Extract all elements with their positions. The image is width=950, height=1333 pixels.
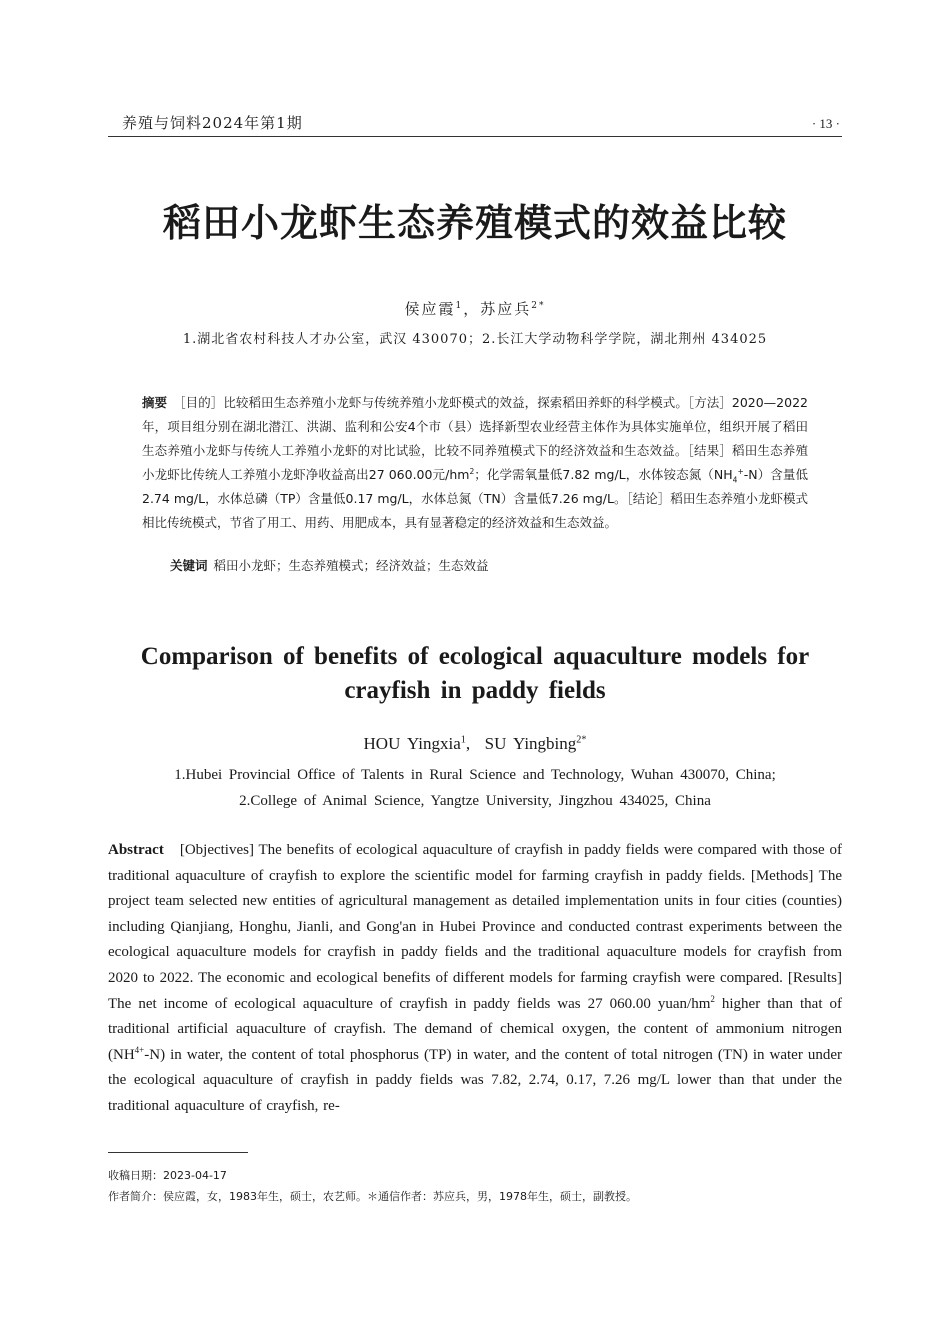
- chinese-keywords: [170, 554, 810, 578]
- abstract-text: ；化学需氧量低7.82 mg/L，水体铵态氮（NH: [474, 467, 733, 482]
- abstract-label: 摘要: [142, 395, 168, 410]
- english-title: Comparison of benefits of ecological aquaculture models for crayfish in paddy fields: [140, 643, 810, 704]
- author-name: SU Yingbing: [484, 734, 577, 753]
- author-bio: 作者简介：侯应霞，女，1983年生，硕士，农艺师。＊通信作者：苏应兵，男，1978年生，硕士，副教授。: [108, 1190, 637, 1203]
- running-header: [108, 108, 842, 137]
- author-name: 侯应霞: [404, 300, 456, 318]
- author-separator: ,: [465, 734, 485, 753]
- author-separator: ，: [463, 300, 481, 318]
- abstract-text: ［目的］比较稻田生态养殖小龙虾与传统养殖小龙虾模式的效益，探索稻田养虾的科学模式。［方法］2020—2022年，项目组分别在湖北潜江、洪湖、监利和公安4个市（县）选择新型农业经营主体作为具体实施单位，组织开展了稻田生态养殖小龙虾与传统人工养殖小龙虾的对比试验，比较不同养殖模式下的经济效益和生态效益。［结果］稻田生态养殖小龙虾比传统人工养殖小龙虾净收益高出27 060.00元/hm: [142, 395, 808, 482]
- author-name: 苏应兵: [480, 300, 532, 318]
- author-affiliation-mark: 1: [460, 734, 466, 746]
- journal-issue: 养殖与饲料2024年第1期: [122, 114, 303, 132]
- page-number: · 13 ·: [811, 116, 840, 131]
- affiliation-line: 2.College of Animal Science, Yangtze University, Jingzhou 434025, China: [239, 793, 711, 809]
- superscript: +: [737, 466, 744, 476]
- chinese-authors: [0, 298, 950, 319]
- english-abstract: [108, 838, 842, 1120]
- author-name: HOU Yingxia: [363, 734, 461, 753]
- abstract-label: Abstract: [108, 842, 164, 858]
- chinese-affiliations: 1.湖北省农村科技人才办公室，武汉 430070；2.长江大学动物科学学院，湖北荆州 434025: [182, 332, 768, 347]
- chinese-abstract: [142, 391, 808, 535]
- subscript: 4: [732, 475, 738, 485]
- keywords-text: 稻田小龙虾；生态养殖模式；经济效益；生态效益: [213, 558, 489, 573]
- superscript: 2: [710, 993, 715, 1004]
- author-affiliation-mark: 2*: [576, 734, 587, 746]
- english-authors: [0, 734, 950, 754]
- abstract-text: -N) in water, the content of total phosphorus (TP) in water, and the content of total nitrogen (TN) in water under the ecological aquaculture of crayfish in paddy fields was 7.82, 2.74, 0.17, 7.26 mg/L lower than that under the traditional aquaculture of crayfish, re-: [108, 1046, 842, 1114]
- author-affiliation-mark: 2*: [531, 301, 546, 311]
- abstract-text: [Objectives] The benefits of ecological aquaculture of crayfish in paddy fields were compared with those of traditional aquaculture of crayfish to explore the scientific model for farming crayfish in paddy fields. [Methods] The project team selected new entities of agricultural management as detailed implementation units in four cities (counties) including Qianjiang, Honghu, Jianli, and Gong'an in Hubei Province and conducted contrast experiments between the ecological aquaculture models for crayfish in paddy fields and the traditional aquaculture models for crayfish from 2020 to 2022. The economic and ecological benefits of different models for farming crayfish were compared. [Results] The net income of ecological aquaculture of crayfish in paddy fields was 27 060.00 yuan/hm: [108, 842, 842, 1012]
- superscript: 2: [469, 466, 475, 476]
- abstract-text: -N）含量低2.74 mg/L，水体总磷（TP）含量低0.17 mg/L，水体总氮（TN）含量低7.26 mg/L。［结论］稻田生态养殖小龙虾模式相比传统模式，节省了用工、用药、用肥成本，具有显著稳定的经济效益和生态效益。: [142, 467, 808, 530]
- received-date: 收稿日期：2023-04-17: [108, 1169, 227, 1182]
- superscript: 4+: [134, 1044, 145, 1055]
- english-affiliations: [0, 762, 950, 814]
- author-affiliation-mark: 1: [455, 301, 464, 311]
- chinese-title: 稻田小龙虾生态养殖模式的效益比较: [162, 201, 787, 245]
- affiliation-line: 1.Hubei Provincial Office of Talents in Rural Science and Technology, Wuhan 430070, China;: [174, 767, 776, 783]
- footnote-divider: [108, 1152, 248, 1153]
- keywords-label: 关键词: [170, 558, 208, 573]
- abstract-text: higher than that of traditional artificial aquaculture of crayfish. The demand of chemical oxygen, the content of ammonium nitrogen (NH: [108, 995, 842, 1063]
